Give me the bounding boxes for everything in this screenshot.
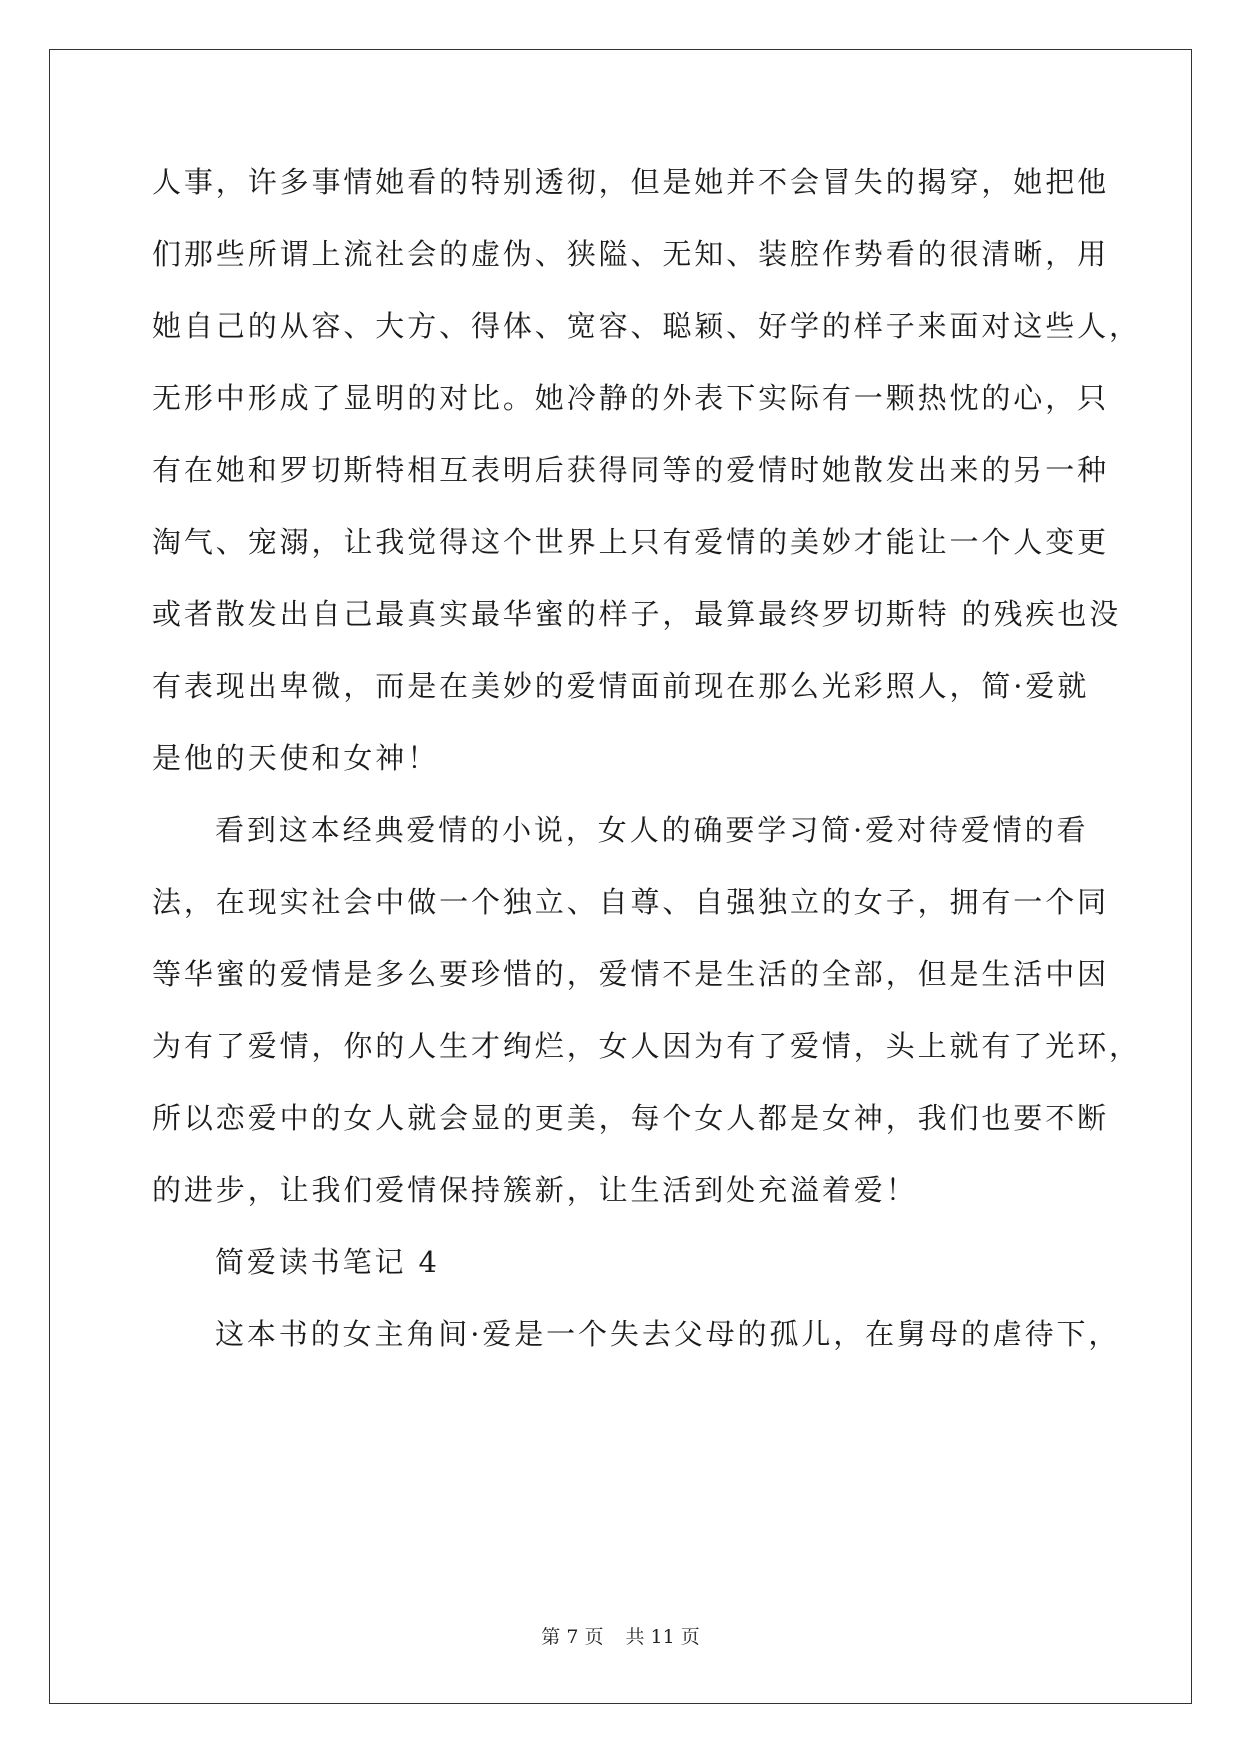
- paragraph-first-line: 这本书的女主角间·爱是一个失去父母的孤儿，在舅母的虐待下，: [215, 1317, 1121, 1351]
- current-page-number: 第 7 页: [541, 1626, 604, 1648]
- text-line: 无形中形成了显明的对比。她冷静的外表下实际有一颗热忱的心，只: [152, 381, 1110, 415]
- text-line: 等华蜜的爱情是多么要珍惜的，爱情不是生活的全部，但是生活中因: [152, 957, 1110, 991]
- text-line: 们那些所谓上流社会的虚伪、狭隘、无知、装腔作势看的很清晰，用: [152, 237, 1110, 271]
- paragraph-first-line: 看到这本经典爱情的小说，女人的确要学习简·爱对待爱情的看: [215, 813, 1089, 847]
- total-pages: 共 11 页: [625, 1626, 700, 1648]
- text-line: 法，在现实社会中做一个独立、自尊、自强独立的女子，拥有一个同: [152, 885, 1110, 919]
- text-line: 的进步，让我们爱情保持簇新，让生活到处充溢着爱！: [152, 1173, 918, 1207]
- page-footer: [0, 1625, 1241, 1649]
- text-line: 淘气、宠溺，让我觉得这个世界上只有爱情的美妙才能让一个人变更: [152, 525, 1110, 559]
- text-line: 为有了爱情，你的人生才绚烂，女人因为有了爱情，头上就有了光环，: [152, 1029, 1141, 1063]
- text-line: 有在她和罗切斯特相互表明后获得同等的爱情时她散发出来的另一种: [152, 453, 1110, 487]
- page-border: [49, 49, 1192, 1704]
- text-line: 她自己的从容、大方、得体、宽容、聪颖、好学的样子来面对这些人，: [152, 309, 1141, 343]
- text-line: 有表现出卑微，而是在美妙的爱情面前现在那么光彩照人，简·爱就: [152, 669, 1090, 703]
- text-line: 或者散发出自己最真实最华蜜的样子，最算最终罗切斯特 的残疾也没: [152, 597, 1122, 631]
- text-line: 人事，许多事情她看的特别透彻，但是她并不会冒失的揭穿，她把他: [152, 165, 1110, 199]
- text-line: 是他的天使和女神！: [152, 741, 440, 775]
- section-heading: 简爱读书笔记 4: [215, 1245, 440, 1279]
- text-line: 所以恋爱中的女人就会显的更美，每个女人都是女神，我们也要不断: [152, 1101, 1110, 1135]
